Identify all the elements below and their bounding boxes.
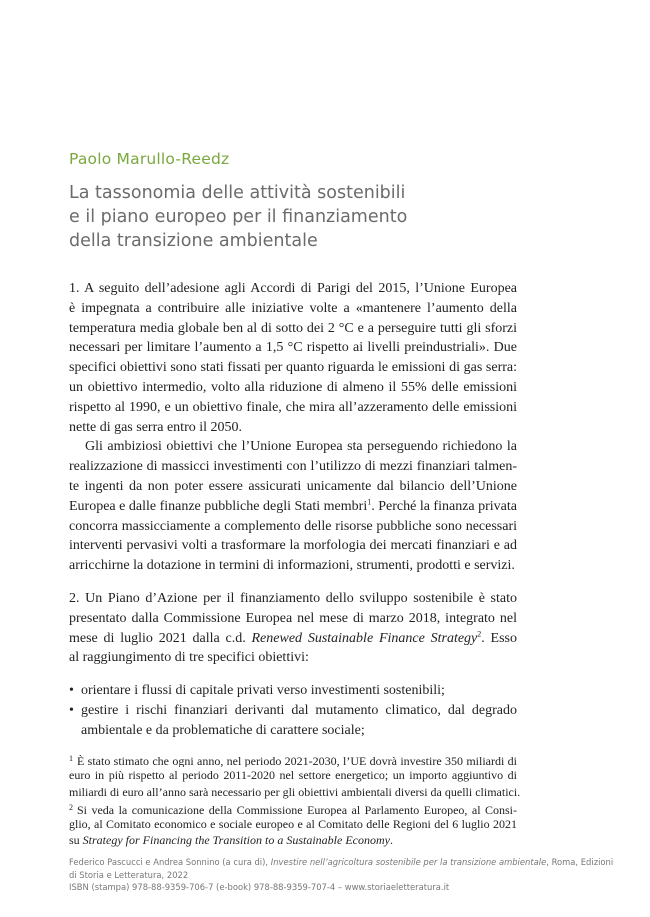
text-run: . Perché la finanza privata [371,498,517,514]
text-line: è impegnata a contribuire alle iniziative volte a «mantenere l’aumento della [69,300,517,316]
chapter-title [69,181,539,253]
colophon [69,856,614,894]
text-line: necessari per limitare l’aumento a 1,5 °C rispetto ai livelli preindustriali». Due [69,340,517,356]
book-title: Investire nell’agricoltura sostenibile per la transizione ambientale [270,857,547,867]
colophon-line: di Storia e Letteratura, 2022 [69,869,189,880]
list-gap [69,668,517,681]
footnotes [69,751,521,849]
footnote-1 [69,751,517,767]
text-run: Federico Pascucci e Andrea Sonnino (a cura di), [69,857,271,867]
section-gap [69,576,517,589]
text-line: al raggiungimento di tre specifici obiettivi: [69,650,309,666]
footnote-text: Si veda la comunicazione della Commissione Europea al Parlamento Europeo, al Consi- [77,802,517,817]
text-line: concorra massicciamente a complemento delle risorse pubbliche sono necessari [69,518,517,534]
text-line-with-footnote [69,497,517,517]
footnote-text: glio, al Comitato economico e sociale europeo e al Comitato delle Regioni del 6 luglio 2021 [69,817,517,832]
list-item [69,701,517,741]
text-line: rispetto al 1990, e un obiettivo finale, che mira all’azzeramento delle emissioni [69,399,517,415]
colophon-line [69,856,614,869]
chapter-author: Paolo Marullo-Reedz [69,150,230,168]
footnote-text: È stato stimato che ogni anno, nel periodo 2021-2030, l’UE dovrà investire 350 miliardi di [77,754,517,768]
title-line: della transizione ambientale [69,231,318,251]
footnote-ref-1[interactable]: 1 [367,497,372,507]
text-line: 1. A seguito dell’adesione agli Accordi di Parigi del 2015, l’Unione Europea [69,281,517,296]
paragraph-1 [69,279,517,437]
text-run: Europea e dalle finanze pubbliche degli Stati membri [69,498,368,514]
body-text [69,279,517,741]
list-item-text: • gestire i rischi finanziari derivanti dal mutamento climatico, dal degrado [81,702,517,718]
text-line: temperatura media globale ben al di sotto dei 2 °C e a perseguire tutti gli sforzi [69,320,517,336]
objectives-list [69,681,517,740]
text-line: un obiettivo intermedio, volto alla riduzione di almeno il 55% delle emissioni [69,379,517,395]
text-line: interventi pervasivi volti a trasformare la morfologia dei mercati finanziari e ad [69,538,517,554]
paragraph-2 [69,437,517,576]
isbn-line: ISBN (stampa) 978-88-9359-706-7 (e-book) 978-88-9359-707-4 – www.storiaeletteratura.it [69,882,450,892]
footnote-number: 2 [69,802,73,812]
cited-title: Strategy for Financing the Transition to a Sustainable Economy [82,833,390,848]
footnote-2 [69,800,517,816]
text-run: . [389,833,393,848]
footnote-text: euro in più rispetto al periodo 2011-2020 nel settore energetico; un importo aggiuntivo di [69,768,517,783]
title-line: e il piano europeo per il finanziamento [69,207,408,227]
text-run: , Roma, Edizioni [546,857,614,867]
text-line: presentato dalla Commissione Europea nel mese di marzo 2018, integrato nel [69,610,517,626]
text-line: te ingenti da non poter essere assicurati unicamente dal bilancio dell’Unione [69,478,517,494]
list-item-text: • orientare i flussi di capitale privati verso investimenti sostenibili; [81,683,445,699]
list-item-text: ambientale e da problematiche di carattere sociale; [81,722,365,738]
text-line: specifici obiettivi sono stati fissati per quanto riguarda le emissioni di gas serra: [69,360,517,376]
footnote-ref-2[interactable]: 2 [477,628,482,638]
text-line-with-footnote [69,629,517,649]
text-line: Gli ambiziosi obiettivi che l’Unione Europea sta perseguendo richiedono la [85,439,517,455]
footnote-text: miliardi di euro all’anno sarà necessario per gli obiettivi ambientali diversi da quelli climatici. [69,784,521,799]
footnote-number: 1 [69,754,73,763]
text-run: su [69,833,83,848]
text-run: . Esso [481,630,517,646]
footnote-text-last [69,832,517,848]
text-line: 2. Un Piano d’Azione per il finanziamento dello sviluppo sostenibile è stato [69,590,517,606]
strategy-title: Renewed Sustainable Finance Strategy [251,630,478,646]
title-line: La tassonomia delle attività sostenibili [69,183,406,203]
text-run: mese di luglio 2021 dalla c.d. [69,630,252,646]
text-line: arricchirne la dotazione in termini di informazioni, strumenti, prodotti e servizi. [69,558,515,574]
text-line: nette di gas serra entro il 2050. [69,419,243,435]
paragraph-3 [69,589,517,668]
text-line: realizzazione di massicci investimenti con l’utilizzo di mezzi finanziari talmen- [69,459,517,475]
list-item [69,681,517,701]
